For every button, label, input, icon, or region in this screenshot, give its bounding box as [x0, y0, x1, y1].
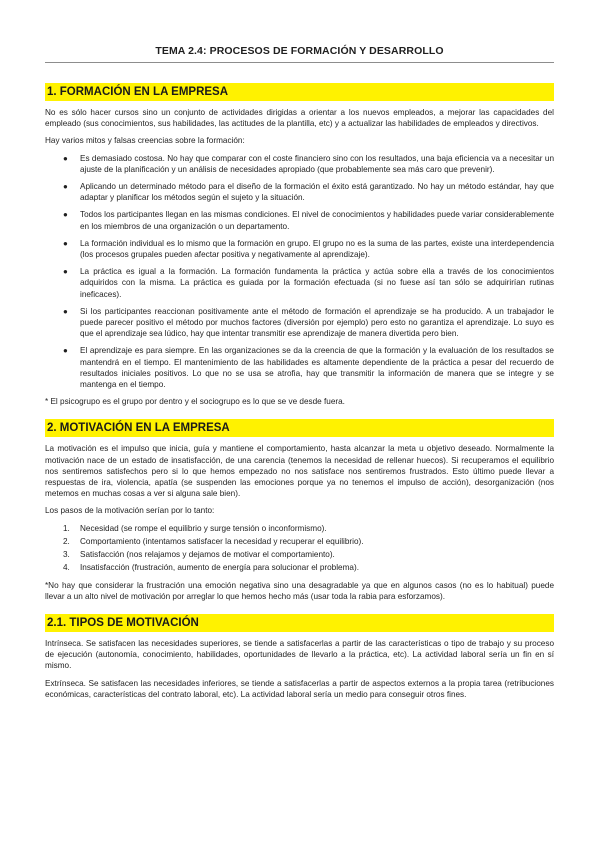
step-text: Insatisfacción (frustración, aumento de energía para solucionar el problema).	[80, 563, 359, 573]
list-item	[63, 345, 554, 390]
section-heading-motivacion: 2. MOTIVACIÓN EN LA EMPRESA	[45, 419, 554, 437]
list-item	[63, 562, 554, 573]
motivation-steps-list	[45, 523, 554, 574]
step-number: 4.	[63, 563, 70, 573]
step-number: 2.	[63, 536, 70, 546]
list-item	[63, 549, 554, 560]
motivacion-definition-paragraph: La motivación es el impulso que inicia, guía y mantiene el comportamiento, hasta alcanzar la meta u objetivo deseado. Normalmente la motivación nace de un estado de insatisfacción, de una carencia (tenemos la necesidad de rellenar huecos). Si recuperamos el equilibrio nos sentiremos satisfechos pero si lo que hemos empezado no nos satisface nos sentiremos frustrados. Esto último puede llevar a respuestas de ira, violencia, apatía (se suspenden las emociones porque ya no tenemos el impulso de acción), desorganización (nos metemos en muchas cosas a ver si alguna sale bien).	[45, 444, 554, 499]
bullet-icon: ●	[63, 238, 68, 248]
bullet-icon: ●	[63, 346, 68, 356]
list-item-text: Aplicando un determinado método para el diseño de la formación el éxito está garantizado. No hay un método estándar, hay que adaptar y planificar los métodos según el sujeto y la situación.	[80, 182, 554, 203]
list-item	[63, 266, 554, 300]
section-heading-tipos-motivacion: 2.1. TIPOS DE MOTIVACIÓN	[45, 614, 554, 632]
list-item	[63, 153, 554, 175]
bullet-icon: ●	[63, 153, 68, 163]
frustration-note: *No hay que considerar la frustración una emoción negativa sino una desagradable ya que en algunos casos (no es lo habitual) puede llevar a un alto nivel de motivación por arreglar lo que hemos hecho más (usar toda la rabia para esforzamos).	[45, 580, 554, 601]
list-item	[63, 523, 554, 534]
list-item	[63, 306, 554, 340]
extrinseca-paragraph: Extrínseca. Se satisfacen las necesidades inferiores, se tiende a satisfacerlas a partir de aspectos externos a la propia tarea (retribuciones económicas, características del contrato laboral, etc). La actividad laboral sería un medio para conseguir otros fines.	[45, 678, 554, 699]
step-number: 1.	[63, 523, 70, 533]
list-item-text: Si los participantes reaccionan positivamente ante el método de formación el aprendizaje se ha producido. A un trabajador le puede parecer positivo el método por muchos factores (diversión por ejemplo) pero esto no garantiza el aprendizaje. Lo suyo es que el aprendizaje sea lúdico, hay que intentar transmitir ese aprendizaje de manera divertida pero bien.	[80, 306, 554, 339]
document-title: TEMA 2.4: PROCESOS DE FORMACIÓN Y DESARROLLO	[45, 0, 554, 63]
list-item-text: Todos los participantes llegan en las mismas condiciones. El nivel de conocimientos y habilidades puede variar considerablemente en los miembros de una organización o un departamento.	[80, 210, 554, 231]
bullet-icon: ●	[63, 267, 68, 277]
list-item-text: La formación individual es lo mismo que la formación en grupo. El grupo no es la suma de las partes, existe una interdependencia (los procesos grupales pueden afectar positiva y negativamente al aprendizaje).	[80, 238, 554, 260]
bullet-icon: ●	[63, 306, 68, 316]
myths-intro-paragraph: Hay varios mitos y falsas creencias sobre la formación:	[45, 136, 245, 146]
list-item-text: La práctica es igual a la formación. La formación fundamenta la práctica y actúa sobre ella a través de los conocimientos adquiridos con la misma. La práctica es guiada por la formación efectuada (si no fuese así tan sólo se adquirirían rutinas ineficaces).	[80, 267, 554, 299]
list-item-text: El aprendizaje es para siempre. En las organizaciones se da la creencia de que la formación y la evaluación de los resultados se mantendrá en el tiempo. El mantenimiento de las habilidades es altamente dependiente de la práctica a pesar del recuerdo de resultados iniciales positivos. Lo que no se usa se atrofia, hay que transmitir la información de manera que se integre y se mantenga en el tiempo.	[80, 346, 554, 390]
step-text: Comportamiento (intentamos satisfacer la necesidad y recuperar el equilibrio).	[80, 536, 364, 546]
formacion-intro-paragraph: No es sólo hacer cursos sino un conjunto de actividades dirigidas a orientar a los nuevos empleados, a mejorar las capacidades del empleado (sus conocimientos, sus habilidades, las actitudes de la plantilla, etc) y a actualizar las habilidades de empleados y directivos.	[45, 108, 554, 129]
steps-intro-paragraph: Los pasos de la motivación serían por lo tanto:	[45, 506, 215, 516]
list-item	[63, 536, 554, 547]
list-item-text: Es demasiado costosa. No hay que comparar con el coste financiero sino con los resultados, una baja eficiencia va a necesitar un ajuste de la planificación y un análisis de necesidades apropiado (que probablemente sea más caro que prevenir).	[80, 153, 554, 174]
step-text: Necesidad (se rompe el equilibrio y surge tensión o inconformismo).	[80, 523, 327, 533]
section-heading-formacion: 1. FORMACIÓN EN LA EMPRESA	[45, 83, 554, 101]
step-text: Satisfacción (nos relajamos y dejamos de motivar el comportamiento).	[80, 550, 335, 560]
bullet-icon: ●	[63, 182, 68, 192]
intrinseca-paragraph: Intrínseca. Se satisfacen las necesidades superiores, se tiende a satisfacerlas a partir de las características o tipo de trabajo y su proceso de ejecución (autonomía, conocimiento, habilidades, oportunidades de llevarlo a la práctica, etc). La actividad laboral sería un fin en sí mismo.	[45, 638, 554, 671]
list-item	[63, 181, 554, 203]
bullet-icon: ●	[63, 210, 68, 220]
list-item	[63, 209, 554, 231]
myths-list	[45, 153, 554, 391]
step-number: 3.	[63, 550, 70, 560]
list-item	[63, 238, 554, 260]
footnote: * El psicogrupo es el grupo por dentro y el sociogrupo es lo que se ve desde fuera.	[45, 397, 345, 407]
